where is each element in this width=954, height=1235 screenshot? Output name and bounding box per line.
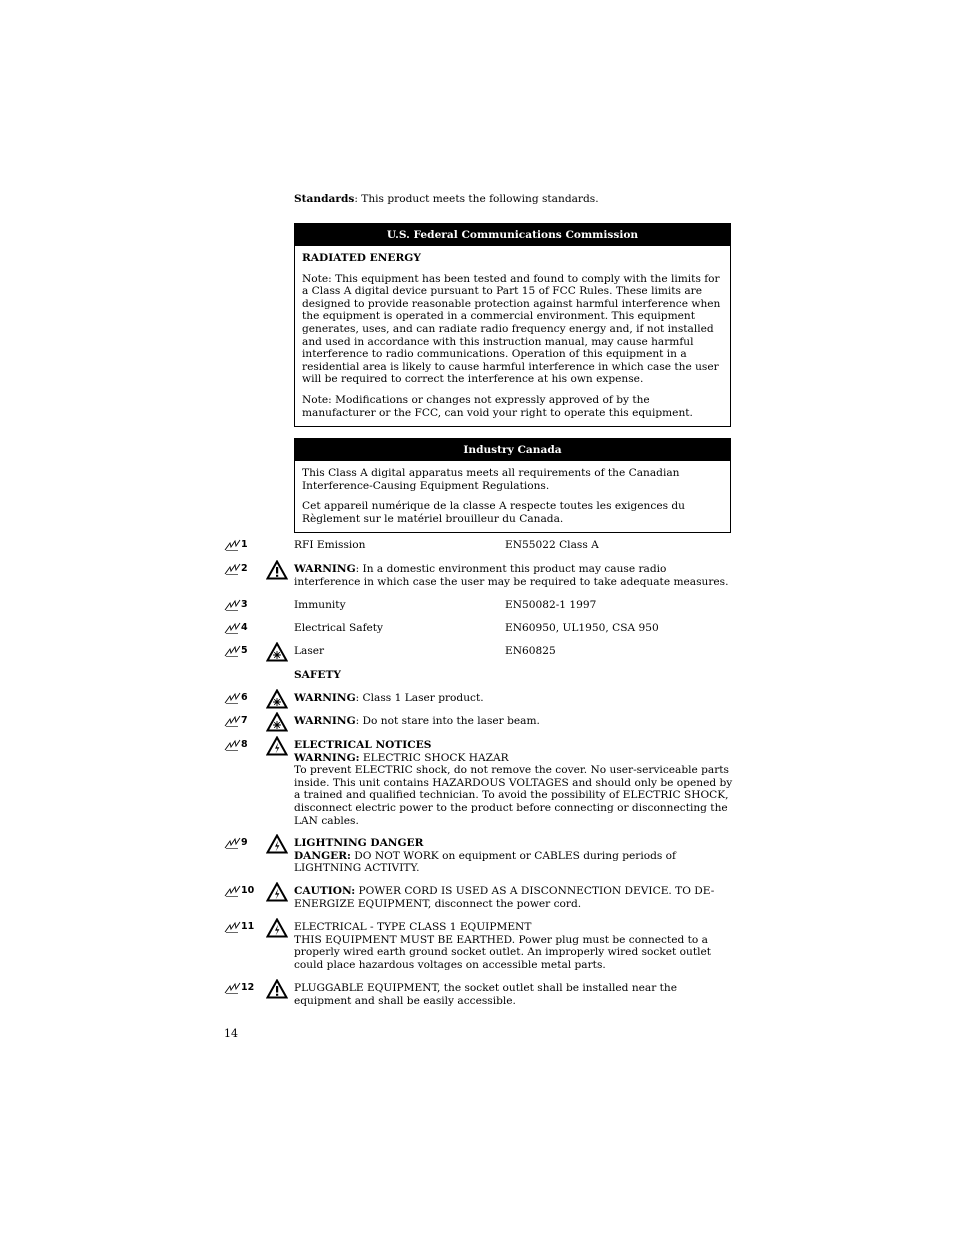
item-number: 6 (241, 692, 248, 703)
note-marker-icon (224, 622, 241, 634)
note-marker-icon (224, 563, 241, 575)
item-text: WARNING: Do not stare into the laser beam. (294, 715, 540, 727)
item-text: ELECTRICAL - TYPE CLASS 1 EQUIPMENT THIS EQUIPMENT MUST BE EARTHED. Power plug must be connected to a properly wired earth ground socket outlet. An improperly wired socket outlet could place hazardous voltages on accessible metal parts. (294, 921, 712, 971)
note-marker-icon (224, 982, 241, 994)
electric-shock-warning-icon (266, 736, 288, 756)
laser-warning-icon (266, 642, 288, 662)
page-number: 14 (224, 1027, 238, 1040)
item-text: CAUTION: POWER CORD IS USED AS A DISCONNECTION DEVICE. TO DE-ENERGIZE EQUIPMENT, disconnect the power cord. (294, 885, 715, 910)
electric-shock-warning-icon (266, 918, 288, 938)
intro-text: : This product meets the following standards. (354, 193, 599, 205)
note-marker-icon (224, 539, 241, 551)
item-text: LIGHTNING DANGER DANGER: DO NOT WORK on equipment or CABLES during periods of LIGHTNING ACTIVITY. (294, 837, 676, 875)
item-number: 1 (241, 539, 248, 550)
item-number: 7 (241, 715, 248, 726)
fcc-box (294, 223, 731, 427)
item-number: 11 (241, 921, 255, 932)
note-marker-icon (224, 715, 241, 727)
ic-header: Industry Canada (295, 439, 730, 461)
item-number: 2 (241, 563, 248, 574)
note-marker-icon (224, 837, 241, 849)
fcc-note-2: Note: Modifications or changes not expressly approved of by the manufacturer or the FCC, can void your right to operate this equipment. (302, 393, 693, 419)
ic-paragraph-2: Cet appareil numérique de la classe A respecte toutes les exigences du Règlement sur le matériel brouilleur du Canada. (302, 500, 685, 525)
item-label: Electrical Safety (294, 622, 384, 634)
item-label: Immunity (294, 599, 346, 611)
item-number: 5 (241, 645, 248, 656)
warning-exclamation-icon (266, 979, 288, 999)
note-marker-icon (224, 921, 241, 933)
item-text: PLUGGABLE EQUIPMENT, the socket outlet shall be installed near the equipment and shall be easily accessible. (294, 982, 678, 1007)
ic-paragraph-1: This Class A digital apparatus meets all requirements of the Canadian Interference-Causing Equipment Regulations. (302, 467, 680, 492)
item-number: 9 (241, 837, 248, 848)
laser-warning-icon (266, 689, 288, 709)
fcc-note-1: Note: This equipment has been tested and found to comply with the limits for a Class A digital device pursuant to Part 15 of FCC Rules. These limits are designed to provide reasonable protection against harmful interference when the equipment is operated in a commercial environment. This equipment generates, uses, and can radiate radio frequency energy and, if not installed and used in accordance with this instruction manual, may cause harmful interference to radio communications. Operation of this equipment in a residential area is likely to cause harmful interference in which case the user will be required to correct the interference at his own expense. (302, 272, 721, 386)
item-number: 4 (241, 622, 248, 633)
item-text: ELECTRICAL NOTICES WARNING: ELECTRIC SHOCK HAZAR To prevent ELECTRIC shock, do not remove the cover. No user-serviceable parts inside. This unit contains HAZARDOUS VOLTAGES and should only be opened by a trained and qualified technician. To avoid the possibility of ELECTRIC SHOCK, disconnect electric power to the product before connecting or disconnecting the LAN cables. (294, 739, 733, 827)
note-marker-icon (224, 885, 241, 897)
fcc-subheading: RADIATED ENERGY (302, 252, 421, 264)
item-text: WARNING: Class 1 Laser product. (294, 692, 484, 704)
electric-shock-warning-icon (266, 882, 288, 902)
electric-shock-warning-icon (266, 834, 288, 854)
item-value: EN60950, UL1950, CSA 950 (505, 622, 659, 634)
laser-warning-icon (266, 712, 288, 732)
fcc-header: U.S. Federal Communications Commission (295, 224, 730, 246)
note-marker-icon (224, 692, 241, 704)
item-value: EN50082-1 1997 (505, 599, 597, 611)
item-number: 10 (241, 885, 255, 896)
item-label: RFI Emission (294, 539, 366, 551)
note-marker-icon (224, 739, 241, 751)
item-number: 8 (241, 739, 248, 750)
industry-canada-box (294, 438, 731, 533)
note-marker-icon (224, 599, 241, 611)
intro-bold: Standards (294, 193, 355, 205)
item-label: Laser (294, 645, 325, 657)
item-value: EN60825 (505, 645, 556, 657)
item-text: WARNING: In a domestic environment this product may cause radio interference in which case the user may be required to take adequate measures. (294, 563, 729, 588)
item-number: 12 (241, 982, 255, 993)
item-value: EN55022 Class A (505, 539, 599, 551)
note-marker-icon (224, 645, 241, 657)
safety-heading: SAFETY (294, 669, 341, 681)
item-number: 3 (241, 599, 248, 610)
warning-exclamation-icon (266, 560, 288, 580)
standards-intro (294, 193, 734, 206)
